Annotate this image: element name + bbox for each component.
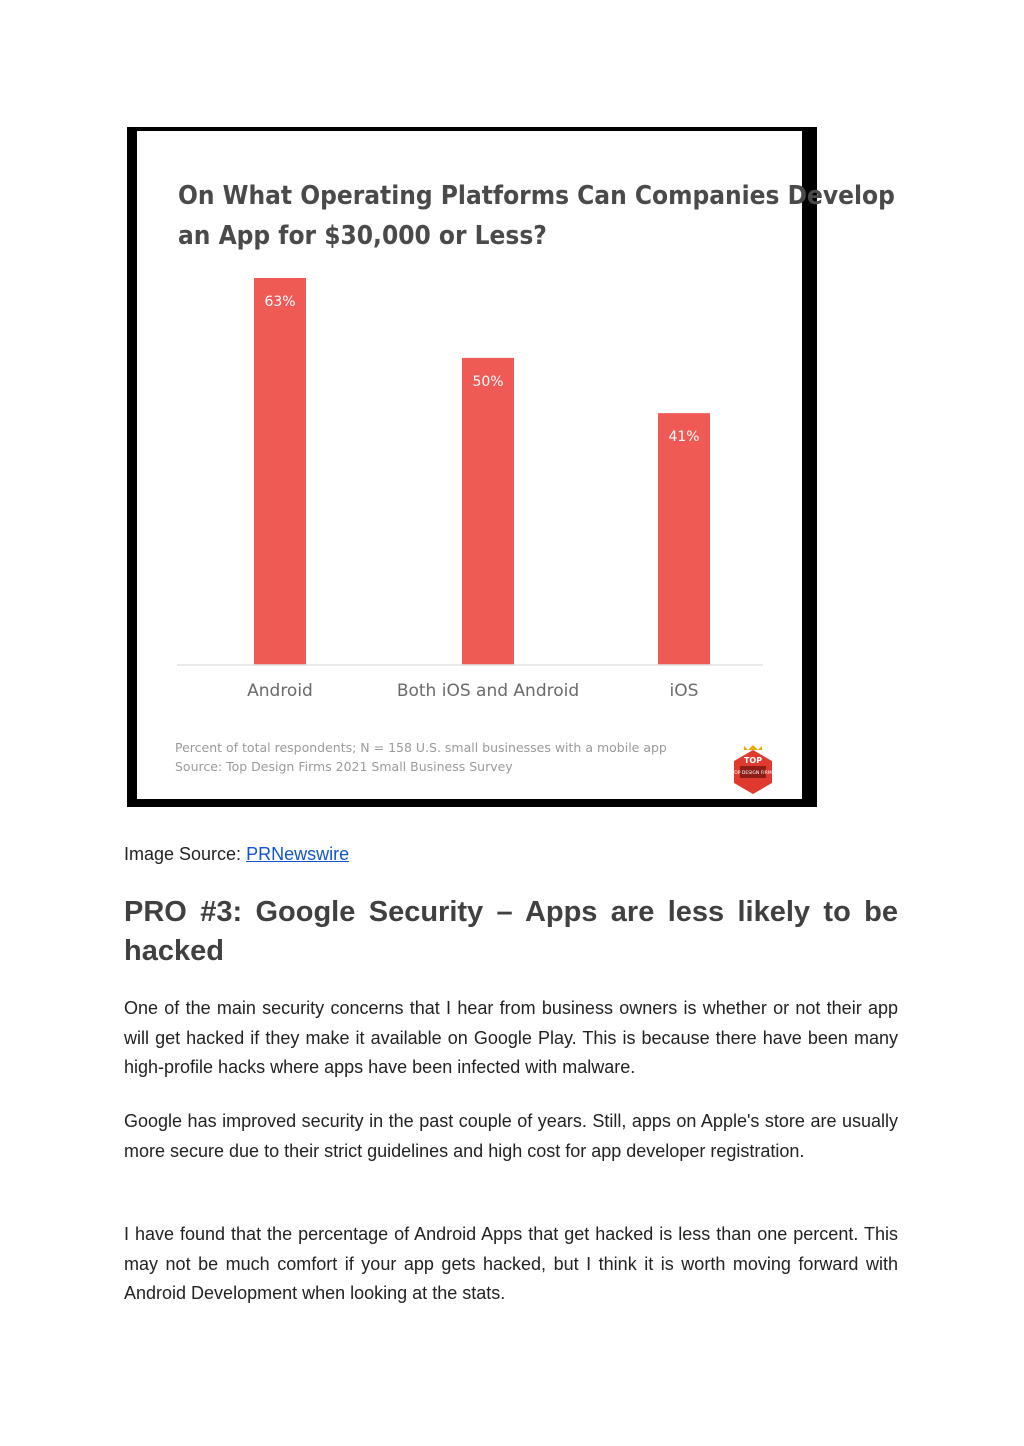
chart-title-line-2: an App for $30,000 or Less? — [178, 221, 547, 251]
chart-source: Source: Top Design Firms 2021 Small Business Survey — [175, 759, 513, 774]
bar-value-label: 41% — [668, 429, 700, 446]
chart-title-line-1: On What Operating Platforms Can Companies Develop — [178, 181, 895, 211]
image-caption — [124, 842, 349, 866]
chart-figure — [127, 127, 895, 807]
bar-value-label: 63% — [264, 294, 296, 310]
category-label: Android — [247, 681, 313, 701]
section-heading: PRO #3: Google Security – Apps are less likely to be hacked — [124, 896, 898, 967]
chart-card — [137, 131, 895, 799]
caption-prefix: Image Source: — [124, 844, 247, 864]
svg-text:TOP: TOP — [743, 756, 763, 765]
top-design-firms-logo — [731, 745, 775, 794]
bar-ios — [658, 413, 710, 665]
svg-text:TOP DESIGN FIRMS: TOP DESIGN FIRMS — [731, 771, 775, 776]
paragraph-1: One of the main security concerns that I hear from business owners is whether or not their app will get hacked if they make it available on Google Play. This is because there have been many high-profile hacks where apps have been infected with malware. — [124, 998, 898, 1078]
category-label: iOS — [669, 681, 699, 701]
paragraph-3: I have found that the percentage of Android Apps that get hacked is less than one percent. This may not be much comfort if your app gets hacked, but I think it is worth moving forward with Android Development when looking at the stats. — [124, 1224, 898, 1304]
source-link[interactable]: PRNewswire — [246, 844, 350, 864]
bar-android — [254, 278, 306, 665]
bar-value-label: 50% — [472, 373, 504, 390]
category-label: Both iOS and Android — [396, 681, 580, 701]
chart-footnote: Percent of total respondents; N = 158 U.S. small businesses with a mobile app — [175, 740, 667, 755]
bar-chart — [137, 131, 895, 799]
bar-both-ios-and-android — [462, 358, 514, 665]
paragraph-2: Google has improved security in the past couple of years. Still, apps on Apple's store are usually more secure due to their strict guidelines and high cost for app developer registration. — [124, 1111, 898, 1161]
